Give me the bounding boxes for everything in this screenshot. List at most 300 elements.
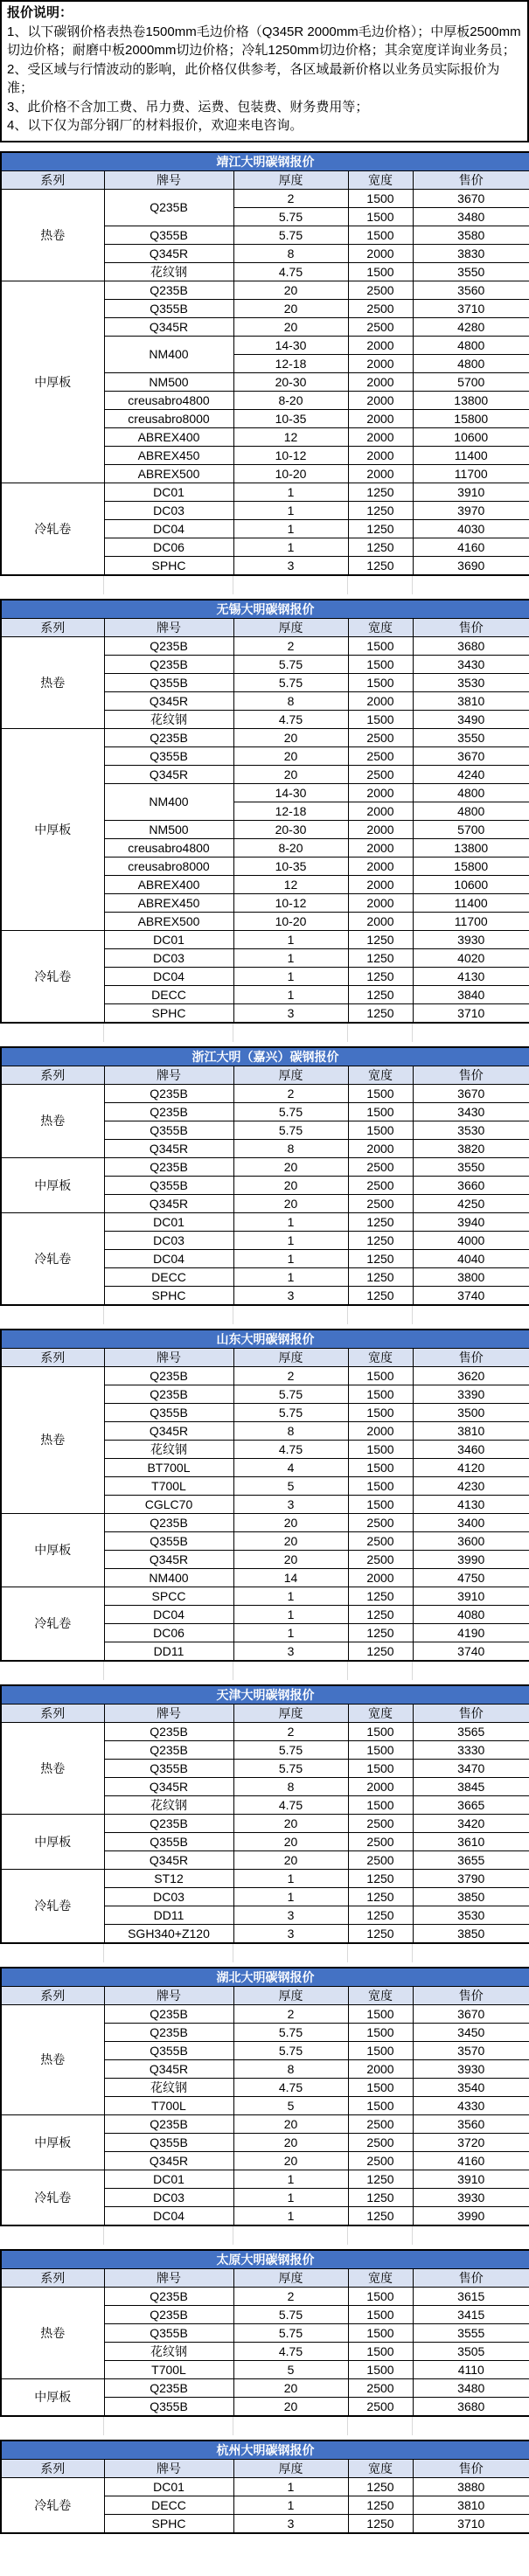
section-title: 山东大明碳钢报价: [1, 1330, 529, 1349]
cell-width: 1250: [348, 2206, 413, 2225]
cell-width: 1250: [348, 1286, 413, 1305]
cell-width: 1500: [348, 2323, 413, 2342]
cell-width: 1500: [348, 1385, 413, 1403]
cell-price: 3470: [413, 1759, 529, 1777]
cell-price: 3665: [413, 1795, 529, 1814]
price-tables: [0, 151, 529, 2534]
cell-price: 3720: [413, 2133, 529, 2151]
cell-width: 2000: [348, 820, 413, 838]
column-header-2: 厚度: [233, 1704, 348, 1722]
cell-price: 3430: [413, 655, 529, 673]
cell-price: 10600: [413, 427, 529, 446]
price-table: [0, 1684, 529, 1944]
cell-thickness: 5.75: [233, 655, 348, 673]
cell-price: 4000: [413, 1231, 529, 1249]
cell-series: 中厚板: [1, 281, 104, 483]
cell-width: 1250: [348, 1924, 413, 1943]
column-header-row: [1, 618, 529, 636]
cell-price: 3530: [413, 673, 529, 691]
cell-width: 2500: [348, 299, 413, 317]
cell-width: 2500: [348, 1832, 413, 1850]
cell-thickness: 5: [233, 1476, 348, 1495]
section-title-row: [1, 152, 529, 171]
cell-width: 1500: [348, 226, 413, 244]
section-title-row: [1, 2441, 529, 2460]
cell-thickness: 5.75: [233, 207, 348, 226]
cell-thickness: 1: [233, 2188, 348, 2206]
cell-width: 1500: [348, 1458, 413, 1476]
cell-thickness: 20: [233, 1194, 348, 1212]
cell-thickness: 1: [233, 1887, 348, 1906]
cell-width: 2000: [348, 409, 413, 427]
table-row: [1, 2287, 529, 2305]
cell-thickness: 3: [233, 1642, 348, 1661]
column-header-0: 系列: [1, 1066, 104, 1084]
cell-grade: DC03: [104, 1887, 233, 1906]
column-header-4: 售价: [413, 1066, 529, 1084]
cell-thickness: 8: [233, 1139, 348, 1157]
cell-width: 1500: [348, 1440, 413, 1458]
cell-thickness: 14-30: [233, 336, 348, 354]
cell-thickness: 3: [233, 1924, 348, 1943]
cell-grade: SPHC: [104, 1003, 233, 1023]
cell-grade: DD11: [104, 1906, 233, 1924]
cell-price: 3660: [413, 1176, 529, 1194]
cell-price: 3820: [413, 1139, 529, 1157]
cell-width: 2500: [348, 1157, 413, 1176]
cell-width: 1250: [348, 1869, 413, 1887]
cell-grade: Q235B: [104, 2023, 233, 2041]
cell-thickness: 20: [233, 1814, 348, 1832]
cell-grade: DC03: [104, 1231, 233, 1249]
cell-thickness: 20: [233, 746, 348, 765]
cell-price: 11400: [413, 446, 529, 464]
cell-thickness: 5.75: [233, 1385, 348, 1403]
section-title-row: [1, 2250, 529, 2269]
cell-price: 4800: [413, 354, 529, 372]
gap-gridline: [412, 2417, 413, 2435]
cell-price: 3680: [413, 2397, 529, 2416]
cell-grade: Q235B: [104, 1722, 233, 1740]
cell-thickness: 2: [233, 1722, 348, 1740]
column-header-4: 售价: [413, 2268, 529, 2287]
cell-price: 15800: [413, 409, 529, 427]
cell-price: 3580: [413, 226, 529, 244]
cell-grade: 花纹钢: [104, 2078, 233, 2096]
cell-thickness: 4.75: [233, 710, 348, 728]
cell-price: 13800: [413, 838, 529, 857]
section-title: 湖北大明碳钢报价: [1, 1968, 529, 1987]
gap-gridline: [103, 576, 104, 594]
cell-grade: NM400: [104, 783, 233, 820]
cell-thickness: 12: [233, 427, 348, 446]
cell-price: 4800: [413, 336, 529, 354]
column-header-1: 牌号: [104, 1066, 233, 1084]
notes-box: [0, 0, 529, 142]
cell-grade: DECC: [104, 1267, 233, 1286]
cell-thickness: 4.75: [233, 2342, 348, 2360]
cell-thickness: 3: [233, 2514, 348, 2533]
cell-width: 2500: [348, 1531, 413, 1550]
cell-grade: 花纹钢: [104, 1795, 233, 1814]
column-header-2: 厚度: [233, 1066, 348, 1084]
cell-series: 热卷: [1, 1722, 104, 1814]
cell-thickness: 1: [233, 1623, 348, 1642]
cell-width: 1500: [348, 655, 413, 673]
cell-price: 3670: [413, 2004, 529, 2023]
cell-width: 2000: [348, 244, 413, 262]
cell-thickness: 2: [233, 2287, 348, 2305]
cell-thickness: 12-18: [233, 802, 348, 820]
column-header-0: 系列: [1, 2268, 104, 2287]
cell-grade: DC04: [104, 2206, 233, 2225]
cell-grade: Q345R: [104, 691, 233, 710]
cell-series: 热卷: [1, 2287, 104, 2378]
cell-grade: DC01: [104, 2170, 233, 2188]
cell-price: 3800: [413, 1267, 529, 1286]
cell-price: 13800: [413, 391, 529, 409]
cell-price: 3930: [413, 930, 529, 948]
cell-price: 3330: [413, 1740, 529, 1759]
cell-price: 3990: [413, 1550, 529, 1568]
column-header-0: 系列: [1, 1986, 104, 2004]
cell-thickness: 2: [233, 2004, 348, 2023]
cell-price: 3415: [413, 2305, 529, 2323]
cell-thickness: 20: [233, 1550, 348, 1568]
cell-width: 1500: [348, 2305, 413, 2323]
gap-gridline: [103, 1662, 104, 1680]
gap-gridline: [347, 576, 348, 594]
cell-grade: DC03: [104, 2188, 233, 2206]
cell-grade: SPCC: [104, 1587, 233, 1605]
cell-width: 1500: [348, 2287, 413, 2305]
cell-width: 1250: [348, 985, 413, 1003]
cell-grade: Q355B: [104, 2323, 233, 2342]
cell-width: 2500: [348, 1550, 413, 1568]
cell-price: 3480: [413, 207, 529, 226]
cell-width: 2500: [348, 2397, 413, 2416]
cell-price: 3540: [413, 2078, 529, 2096]
cell-price: 3930: [413, 2188, 529, 2206]
cell-width: 2000: [348, 893, 413, 912]
cell-width: 1500: [348, 189, 413, 207]
cell-grade: SGH340+Z120: [104, 1924, 233, 1943]
cell-grade: Q235B: [104, 2287, 233, 2305]
cell-width: 2500: [348, 2133, 413, 2151]
cell-grade: 花纹钢: [104, 710, 233, 728]
cell-price: 4020: [413, 948, 529, 967]
table-row: [1, 2170, 529, 2188]
column-header-2: 厚度: [233, 1986, 348, 2004]
gap-gridline: [412, 1306, 413, 1324]
cell-grade: Q355B: [104, 2133, 233, 2151]
cell-price: 3430: [413, 1102, 529, 1121]
cell-width: 1500: [348, 636, 413, 655]
cell-grade: ABREX400: [104, 875, 233, 893]
gap-gridline: [347, 2226, 348, 2245]
cell-width: 1500: [348, 2023, 413, 2041]
cell-price: 3500: [413, 1403, 529, 1421]
cell-price: 15800: [413, 857, 529, 875]
cell-thickness: 3: [233, 1003, 348, 1023]
cell-width: 2500: [348, 1814, 413, 1832]
cell-grade: Q345R: [104, 1194, 233, 1212]
cell-width: 1250: [348, 1231, 413, 1249]
cell-grade: SPHC: [104, 1286, 233, 1305]
cell-price: 3615: [413, 2287, 529, 2305]
cell-width: 2000: [348, 875, 413, 893]
cell-width: 2000: [348, 802, 413, 820]
cell-width: 2500: [348, 1176, 413, 1194]
cell-thickness: 1: [233, 501, 348, 519]
table-row: [1, 2114, 529, 2133]
table-row: [1, 1722, 529, 1740]
table-row: [1, 281, 529, 299]
cell-width: 2000: [348, 1139, 413, 1157]
cell-grade: DC06: [104, 538, 233, 556]
cell-price: 3910: [413, 483, 529, 501]
cell-grade: 花纹钢: [104, 262, 233, 281]
cell-grade: Q235B: [104, 189, 233, 226]
cell-grade: creusabro4800: [104, 391, 233, 409]
cell-width: 1250: [348, 1249, 413, 1267]
section-title: 无锡大明碳钢报价: [1, 600, 529, 619]
cell-thickness: 1: [233, 1249, 348, 1267]
gap-gridline: [412, 1662, 413, 1680]
cell-grade: Q235B: [104, 2305, 233, 2323]
column-header-0: 系列: [1, 1704, 104, 1722]
gap-gridline: [103, 1306, 104, 1324]
table-gap: [0, 576, 529, 599]
cell-grade: DC01: [104, 483, 233, 501]
cell-width: 2000: [348, 912, 413, 930]
column-header-3: 宽度: [348, 1704, 413, 1722]
column-header-2: 厚度: [233, 618, 348, 636]
cell-grade: DC01: [104, 1212, 233, 1231]
cell-grade: DC04: [104, 1605, 233, 1623]
cell-price: 4330: [413, 2096, 529, 2114]
cell-grade: Q355B: [104, 299, 233, 317]
cell-price: 3655: [413, 1850, 529, 1869]
cell-grade: Q235B: [104, 1157, 233, 1176]
cell-width: 2000: [348, 1421, 413, 1440]
note-line-3: 3、此价格不含加工费、吊力费、运费、包装费、财务费用等；: [7, 99, 369, 115]
cell-thickness: 5.75: [233, 673, 348, 691]
section-title-row: [1, 1968, 529, 1987]
column-header-row: [1, 1066, 529, 1084]
cell-width: 1500: [348, 207, 413, 226]
column-header-row: [1, 170, 529, 189]
cell-thickness: 4.75: [233, 2078, 348, 2096]
cell-price: 3530: [413, 1906, 529, 1924]
cell-price: 4750: [413, 1568, 529, 1587]
cell-width: 1250: [348, 1623, 413, 1642]
cell-price: 4030: [413, 519, 529, 538]
cell-width: 1250: [348, 967, 413, 985]
cell-grade: DC04: [104, 967, 233, 985]
cell-grade: Q235B: [104, 281, 233, 299]
column-header-3: 宽度: [348, 1066, 413, 1084]
cell-grade: Q235B: [104, 1740, 233, 1759]
section-title: 杭州大明碳钢报价: [1, 2441, 529, 2460]
gap-gridline: [103, 1024, 104, 1042]
table-row: [1, 1869, 529, 1887]
cell-thickness: 8: [233, 1421, 348, 1440]
cell-series: 热卷: [1, 636, 104, 728]
cell-width: 2000: [348, 391, 413, 409]
cell-grade: NM500: [104, 372, 233, 391]
cell-thickness: 1: [233, 519, 348, 538]
cell-thickness: 20: [233, 2114, 348, 2133]
cell-grade: Q235B: [104, 1814, 233, 1832]
cell-grade: ABREX500: [104, 912, 233, 930]
cell-thickness: 20: [233, 1850, 348, 1869]
gap-gridline: [412, 2226, 413, 2245]
cell-width: 1250: [348, 519, 413, 538]
cell-thickness: 5.75: [233, 1759, 348, 1777]
cell-grade: DECC: [104, 2496, 233, 2514]
cell-width: 1500: [348, 1084, 413, 1102]
cell-price: 3610: [413, 1832, 529, 1850]
table-gap: [0, 1662, 529, 1684]
cell-thickness: 1: [233, 2170, 348, 2188]
notes-title: 报价说明：: [7, 5, 73, 20]
cell-thickness: 1: [233, 1869, 348, 1887]
cell-grade: T700L: [104, 1476, 233, 1495]
cell-price: 4250: [413, 1194, 529, 1212]
table-row: [1, 1814, 529, 1832]
cell-price: 3670: [413, 1084, 529, 1102]
cell-grade: DECC: [104, 985, 233, 1003]
cell-thickness: 20: [233, 1157, 348, 1176]
cell-grade: Q355B: [104, 1176, 233, 1194]
cell-price: 5700: [413, 820, 529, 838]
cell-price: 3555: [413, 2323, 529, 2342]
cell-series: 冷轧卷: [1, 2170, 104, 2225]
table-row: [1, 1366, 529, 1385]
section-title: 太原大明碳钢报价: [1, 2250, 529, 2269]
cell-width: 2000: [348, 2059, 413, 2078]
cell-price: 4800: [413, 802, 529, 820]
cell-width: 1250: [348, 2188, 413, 2206]
cell-grade: DC01: [104, 2477, 233, 2496]
cell-price: 11400: [413, 893, 529, 912]
column-header-0: 系列: [1, 170, 104, 189]
cell-width: 1500: [348, 1403, 413, 1421]
price-table: [0, 599, 529, 1024]
table-row: [1, 930, 529, 948]
cell-width: 1250: [348, 2170, 413, 2188]
cell-width: 1250: [348, 2477, 413, 2496]
column-header-3: 宽度: [348, 1986, 413, 2004]
cell-width: 2500: [348, 1850, 413, 1869]
cell-price: 3740: [413, 1642, 529, 1661]
table-gap: [0, 1944, 529, 1967]
cell-thickness: 5.75: [233, 1121, 348, 1139]
cell-thickness: 20: [233, 2133, 348, 2151]
cell-grade: Q355B: [104, 1121, 233, 1139]
column-header-4: 售价: [413, 170, 529, 189]
cell-grade: Q235B: [104, 1102, 233, 1121]
cell-price: 3600: [413, 1531, 529, 1550]
cell-width: 2000: [348, 1568, 413, 1587]
cell-width: 1250: [348, 948, 413, 967]
cell-price: 3450: [413, 2023, 529, 2041]
table-row: [1, 483, 529, 501]
cell-grade: NM400: [104, 1568, 233, 1587]
column-header-1: 牌号: [104, 1348, 233, 1366]
cell-thickness: 5.75: [233, 1102, 348, 1121]
cell-width: 1500: [348, 2004, 413, 2023]
cell-width: 2500: [348, 2151, 413, 2170]
cell-grade: Q345R: [104, 1421, 233, 1440]
table-row: [1, 1513, 529, 1531]
cell-price: 3850: [413, 1924, 529, 1943]
cell-grade: Q345R: [104, 1550, 233, 1568]
cell-grade: NM500: [104, 820, 233, 838]
cell-series: 中厚板: [1, 728, 104, 930]
cell-grade: Q235B: [104, 2378, 233, 2397]
cell-thickness: 2: [233, 636, 348, 655]
gap-gridline: [347, 1306, 348, 1324]
cell-thickness: 2: [233, 189, 348, 207]
gap-gridline: [412, 1024, 413, 1042]
cell-thickness: 1: [233, 985, 348, 1003]
cell-thickness: 5.75: [233, 1403, 348, 1421]
cell-thickness: 10-20: [233, 464, 348, 483]
cell-thickness: 12: [233, 875, 348, 893]
cell-width: 1250: [348, 483, 413, 501]
cell-width: 1500: [348, 2041, 413, 2059]
column-header-0: 系列: [1, 1348, 104, 1366]
cell-width: 2500: [348, 1194, 413, 1212]
cell-grade: Q235B: [104, 636, 233, 655]
cell-price: 4800: [413, 783, 529, 802]
cell-grade: 花纹钢: [104, 2342, 233, 2360]
table-row: [1, 2378, 529, 2397]
column-header-row: [1, 2459, 529, 2477]
cell-price: 3560: [413, 2114, 529, 2133]
cell-grade: DD11: [104, 1642, 233, 1661]
cell-width: 2000: [348, 691, 413, 710]
cell-thickness: 8: [233, 2059, 348, 2078]
column-header-3: 宽度: [348, 1348, 413, 1366]
cell-thickness: 14-30: [233, 783, 348, 802]
column-header-row: [1, 1704, 529, 1722]
cell-series: 热卷: [1, 189, 104, 281]
cell-price: 3830: [413, 244, 529, 262]
section-title: 天津大明碳钢报价: [1, 1685, 529, 1705]
cell-width: 2000: [348, 446, 413, 464]
gap-gridline: [347, 1024, 348, 1042]
cell-series: 冷轧卷: [1, 2477, 104, 2533]
cell-price: 4160: [413, 538, 529, 556]
cell-width: 1250: [348, 2514, 413, 2533]
cell-grade: DC04: [104, 519, 233, 538]
cell-thickness: 8: [233, 1777, 348, 1795]
cell-thickness: 20: [233, 2151, 348, 2170]
cell-thickness: 5.75: [233, 2323, 348, 2342]
cell-series: 热卷: [1, 1084, 104, 1157]
cell-grade: 花纹钢: [104, 1440, 233, 1458]
cell-series: 冷轧卷: [1, 1869, 104, 1943]
table-gap: [0, 1024, 529, 1046]
column-header-2: 厚度: [233, 2268, 348, 2287]
cell-price: 4230: [413, 1476, 529, 1495]
table-row: [1, 636, 529, 655]
cell-grade: Q345R: [104, 244, 233, 262]
cell-price: 3810: [413, 2496, 529, 2514]
